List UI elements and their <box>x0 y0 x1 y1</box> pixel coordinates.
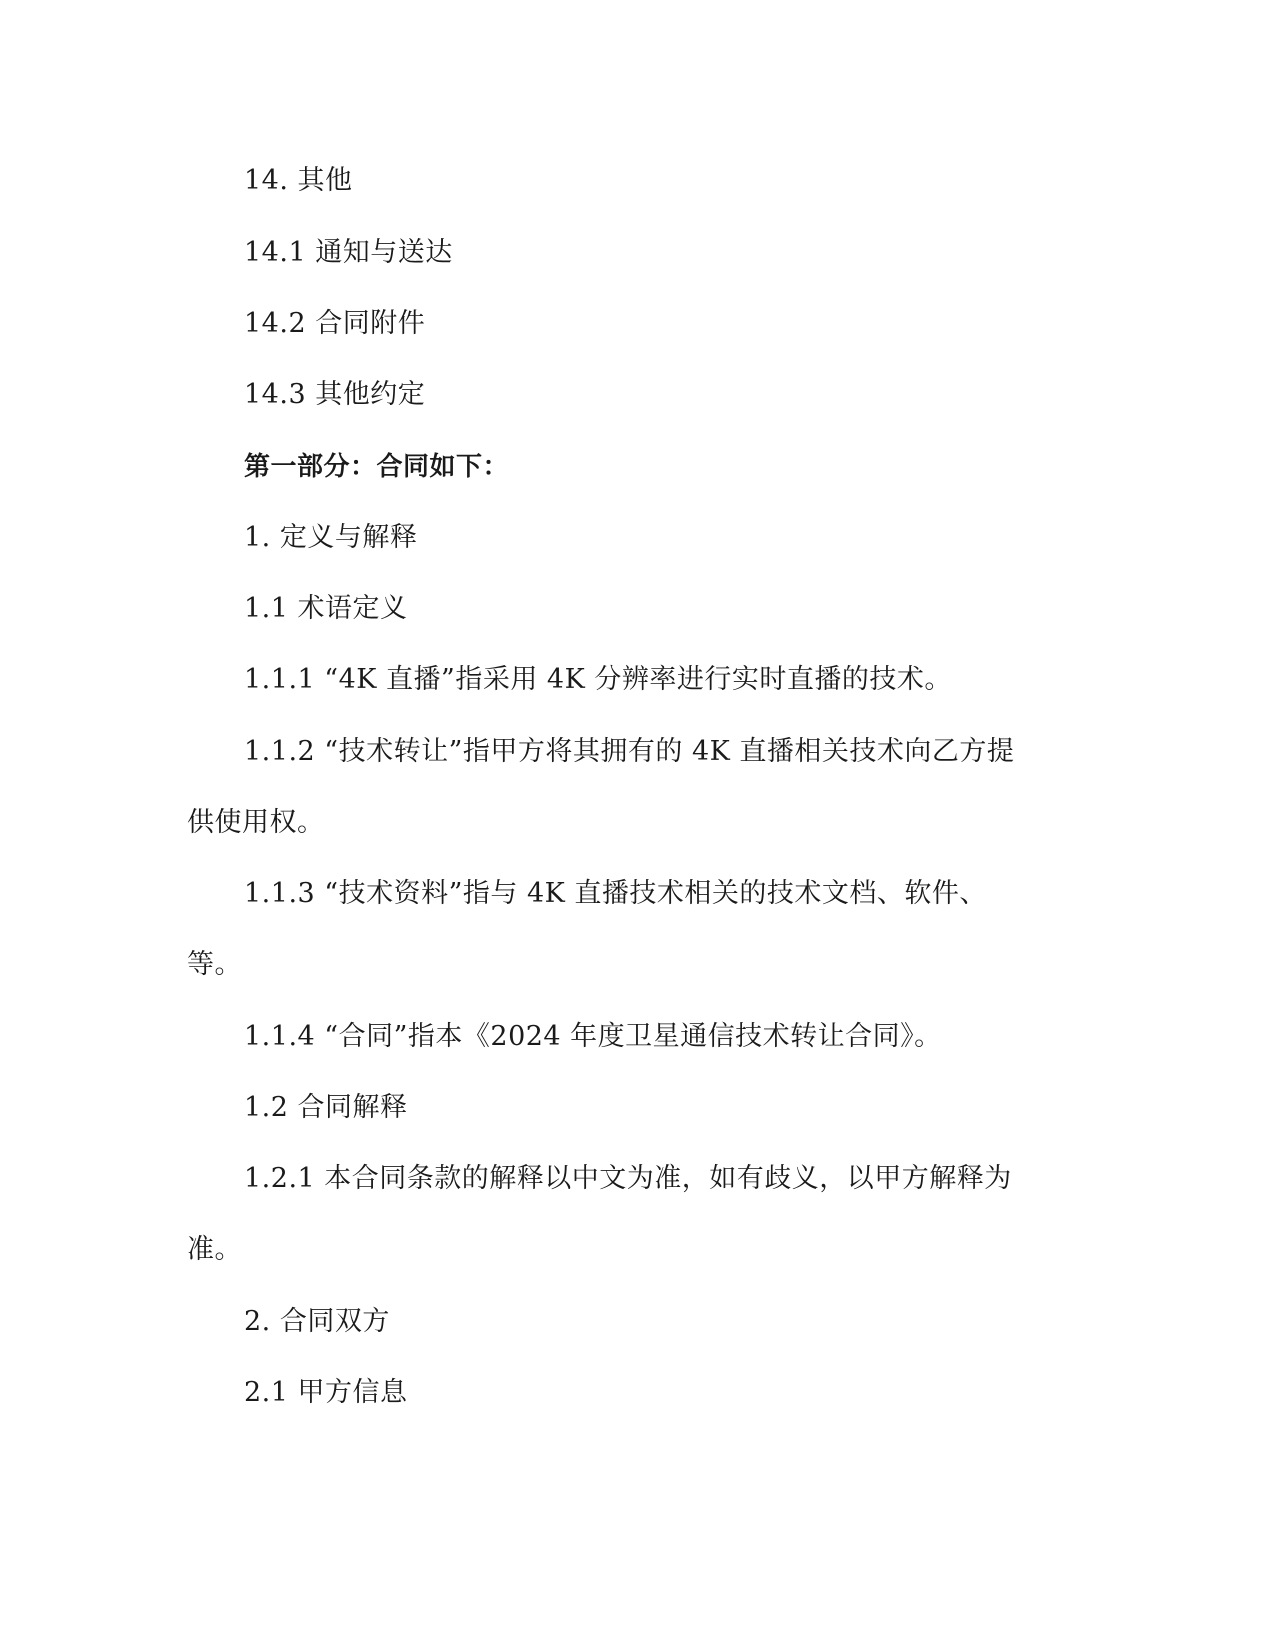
section-2-1-heading: 2.1 甲方信息 <box>244 1377 408 1408</box>
clause-1-2-1-line2: 准。 <box>187 1234 242 1265</box>
clause-1-1-1: 1.1.1 “4K 直播”指采用 4K 分辨率进行实时直播的技术。 <box>244 664 952 695</box>
clause-1-2-1-line1: 1.2.1 本合同条款的解释以中文为准，如有歧义，以甲方解释为 <box>244 1163 1012 1194</box>
part-one-title: 第一部分：合同如下： <box>244 452 510 482</box>
section-14-heading: 14. 其他 <box>244 165 353 196</box>
section-14-2-heading: 14.2 合同附件 <box>244 308 426 339</box>
section-14-1-heading: 14.1 通知与送达 <box>244 237 453 268</box>
section-1-heading: 1. 定义与解释 <box>244 522 418 553</box>
clause-1-1-4: 1.1.4 “合同”指本《2024 年度卫星通信技术转让合同》。 <box>244 1021 942 1052</box>
clause-1-1-2-line2: 供使用权。 <box>187 807 325 838</box>
section-1-2-heading: 1.2 合同解释 <box>244 1092 408 1123</box>
section-1-1-heading: 1.1 术语定义 <box>244 593 408 624</box>
clause-1-1-3-line1: 1.1.3 “技术资料”指与 4K 直播技术相关的技术文档、软件、 <box>244 878 987 909</box>
section-14-3-heading: 14.3 其他约定 <box>244 379 426 410</box>
clause-1-1-2-line1: 1.1.2 “技术转让”指甲方将其拥有的 4K 直播相关技术向乙方提 <box>244 736 1015 767</box>
section-2-heading: 2. 合同双方 <box>244 1306 390 1337</box>
clause-1-1-3-line2: 等。 <box>187 949 242 980</box>
